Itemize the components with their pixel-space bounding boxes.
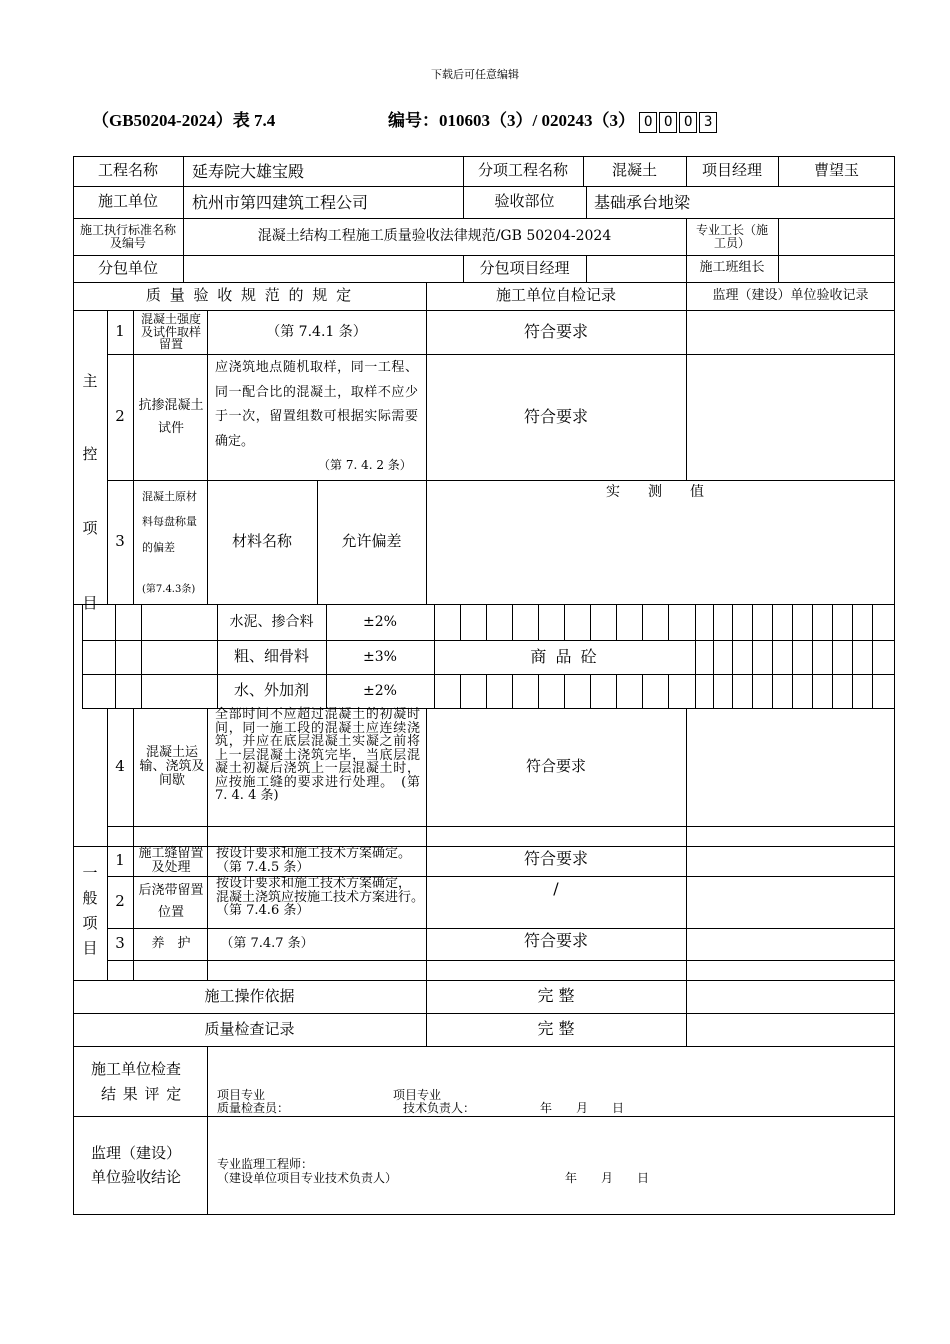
acceptance-part: 基础承台地梁 (594, 193, 691, 212)
commercial-concrete: 商 品 砼 (530, 646, 599, 666)
team-leader (778, 255, 895, 282)
subcontractor (183, 255, 463, 282)
general-label: 项 (82, 914, 98, 933)
spec-column-header: 质 量 验 收 规 范 的 规 定 (145, 286, 354, 305)
foreman-label: 专业工长（施工员） (695, 222, 768, 250)
form-number: 编号：010603（3）/ 020243（3） O O O 3 (388, 106, 717, 133)
item-number: 2 (115, 407, 125, 426)
contractor: 杭州市第四建筑工程公司 (192, 193, 369, 212)
material-name-header: 材料名称 (231, 532, 292, 551)
quality-record-value: 完 整 (537, 1019, 575, 1039)
material-tolerance: ±2% (363, 682, 397, 699)
supervision-date: 年 月 日 (565, 1171, 650, 1185)
basis-value: 完 整 (537, 986, 575, 1006)
self-check-column-header: 施工单位自检记录 (495, 286, 616, 305)
sub-manager (586, 255, 686, 282)
standard-code: （GB50204-2024）表 7.4 (92, 111, 276, 130)
item-clause: （第 7. 4. 2 条） (318, 458, 412, 472)
item-name: 养 护 (151, 935, 191, 951)
number-box: 3 (699, 112, 717, 133)
item-name: 后浇带留置位置 (138, 882, 204, 920)
supervision-result-label: 单位验收结论 (91, 1168, 182, 1186)
number-box: O (659, 112, 677, 133)
standard-label: 施工执行标准名称及编号 (79, 222, 176, 250)
standard-name: 混凝土结构工程施工质量验收法律规范/GB 50204-2024 (257, 228, 612, 245)
measured-values-header: 实 测 值 (606, 484, 704, 500)
top-note: 下载后可任意编辑 (431, 68, 519, 81)
item-result: 符合要求 (523, 406, 588, 426)
general-label: 般 (82, 889, 98, 908)
contractor-result-label: 结 果 评 定 (101, 1085, 183, 1103)
tech-lead-label: 项目专业 技术负责人： (393, 1088, 476, 1116)
item-name: 混凝土原材料每盘称量的偏差 (142, 490, 197, 554)
number-boxes (639, 112, 717, 133)
material-name: 粗、细骨料 (233, 647, 309, 666)
item-spec: 按设计要求和施工技术方案确定，混凝土浇筑应按施工技术方案进行。 （第 7.4.6 条） (216, 876, 444, 919)
item-result: / (553, 878, 559, 898)
supervision-engineer-label: 专业监理工程师： (217, 1157, 314, 1171)
manager-label: 项目经理 (701, 161, 762, 180)
material-name: 水泥、掺合料 (229, 613, 314, 630)
contractor-result-label: 施工单位检查 (91, 1060, 182, 1078)
item-name: 施工缝留置及处理 (138, 846, 204, 875)
item-spec: 应浇筑地点随机取样，同一工程、同一配合比的混凝土，取样不应少于一次，留置组数可根据实际需要确定。 (215, 360, 418, 450)
supervision-result-label: 监理（建设） (91, 1144, 182, 1162)
item-number: 3 (115, 532, 125, 551)
main-control-label: 控 (82, 445, 98, 464)
material-tolerance: ±2% (363, 613, 397, 630)
contractor-date: 年 月 日 (540, 1101, 625, 1115)
acceptance-part-label: 验收部位 (494, 192, 555, 211)
item-number: 2 (115, 892, 125, 911)
quality-record-label: 质量检查记录 (204, 1019, 295, 1038)
sub-manager-label: 分包项目经理 (479, 258, 570, 277)
general-label: 目 (82, 939, 98, 958)
tolerance-header: 允许偏差 (341, 532, 402, 551)
manager: 曹望玉 (813, 161, 859, 180)
main-control-label: 主 (82, 372, 98, 391)
foreman (778, 218, 895, 255)
project-name-label: 工程名称 (97, 161, 158, 180)
number-box: O (679, 112, 697, 133)
item-name: 混凝土强度及试件取样留置 (140, 312, 201, 352)
item-spec: 全部时间不应超过混凝土的初凝时间，同一施工段的混凝土应连续浇筑，并应在底层混凝土实凝之前将上一层混凝土浇筑完毕，当底层混凝土初凝后浇筑上一层混凝土时，应按施工缝的要求进行处理。 (第 7. 4. 4 条) (215, 707, 420, 804)
main-control-label: 目 (82, 594, 98, 613)
material-tolerance: ±3% (363, 648, 397, 665)
item-number: 3 (115, 934, 125, 953)
item-result: 符合要求 (525, 757, 586, 776)
number-box: O (639, 112, 657, 133)
sub-project: 混凝土 (611, 161, 657, 180)
basis-label: 施工操作依据 (204, 986, 295, 1005)
owner-tech-lead-label: （建设单位项目专业技术负责人） (217, 1171, 398, 1185)
general-label: 一 (82, 864, 98, 883)
item-result: 符合要求 (523, 848, 588, 868)
item-spec: 按设计要求和施工技术方案确定。 （第 7.4.5 条） (216, 846, 431, 875)
sub-project-label: 分项工程名称 (477, 161, 568, 180)
item-spec: （第 7.4.7 条） (220, 935, 314, 951)
item-name: 混凝土运输、浇筑及间歇 (139, 744, 205, 789)
quality-inspector-label: 项目专业 质量检查员： (217, 1088, 290, 1116)
project-name: 延寿院大雄宝殿 (192, 162, 305, 181)
main-control-label: 项 (82, 519, 98, 538)
item-result: 符合要求 (523, 321, 588, 341)
contractor-label: 施工单位 (97, 192, 158, 211)
item-clause: (第7.4.3条) (142, 584, 196, 595)
item-number: 1 (115, 851, 125, 870)
item-number: 4 (115, 757, 125, 776)
item-spec: （第 7.4.1 条） (266, 323, 367, 340)
material-name: 水、外加剂 (233, 681, 309, 700)
item-number: 1 (115, 322, 125, 341)
item-name: 抗掺混凝土试件 (138, 397, 204, 436)
team-leader-label: 施工班组长 (699, 260, 765, 276)
subcontractor-label: 分包单位 (97, 258, 158, 277)
item-result: 符合要求 (523, 930, 588, 950)
supervision-column-header: 监理（建设）单位验收记录 (712, 287, 869, 303)
